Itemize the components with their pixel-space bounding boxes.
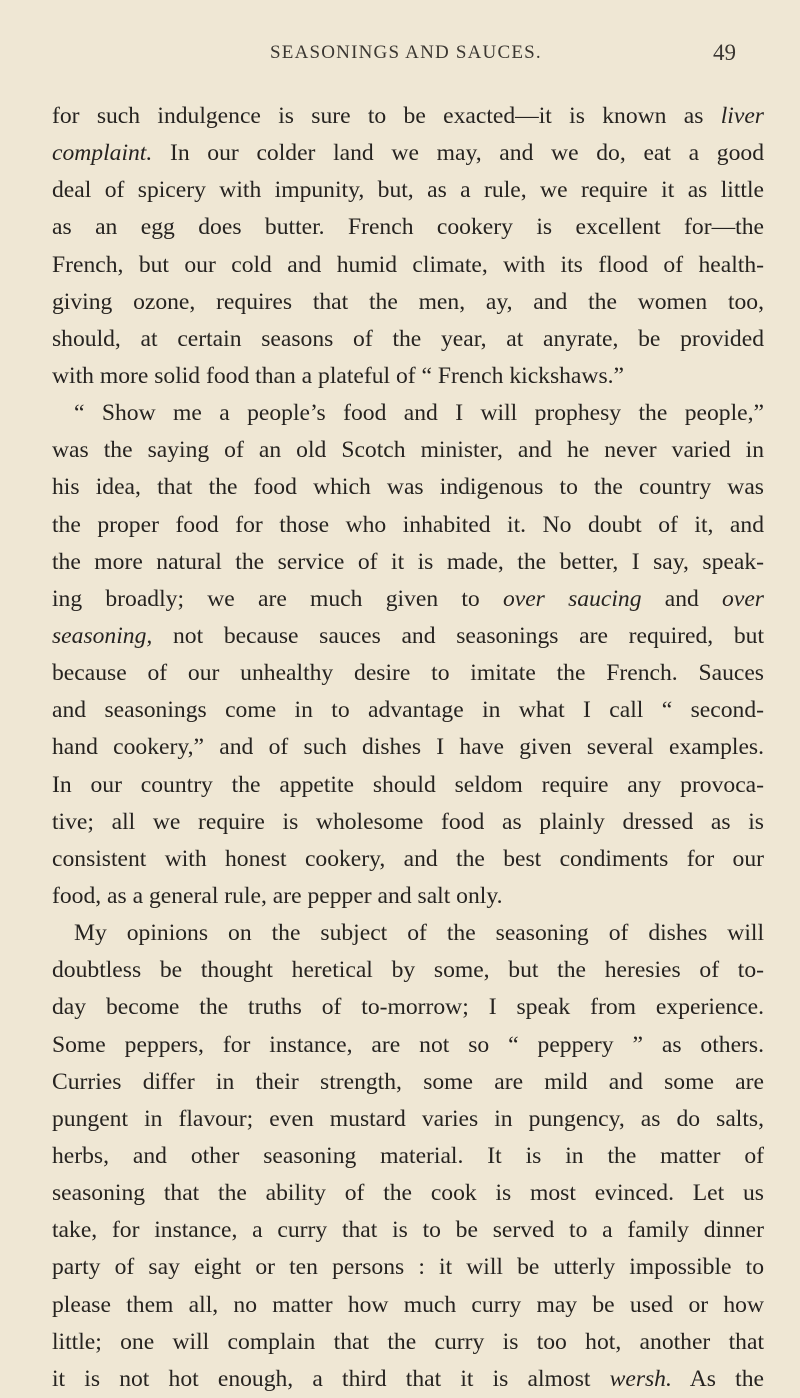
text-line: [52, 135, 764, 172]
text-segment: seasoning that the ability of the cook is most evinced. Let us: [52, 1180, 764, 1207]
text-segment: French, but our cold and humid climate, with its flood of health-: [52, 251, 764, 278]
text-line: [52, 1138, 764, 1175]
text-segment: In our country the appetite should seldom require any provoca-: [52, 771, 764, 798]
text-line: [52, 395, 764, 432]
text-segment: the proper food for those who inhabited it. No doubt of it, and: [52, 511, 764, 538]
text-line: [52, 878, 764, 915]
text-segment: and: [641, 585, 723, 612]
text-segment: and seasonings come in to advantage in what I call “ second-: [52, 697, 764, 724]
text-segment: as an egg does butter. French cookery is excellent for—the: [52, 214, 764, 241]
italic-phrase: over: [722, 585, 764, 612]
text-line: [52, 729, 764, 766]
text-line: [52, 1287, 764, 1324]
text-line: [52, 841, 764, 878]
text-segment: the more natural the service of it is made, the better, I say, speak-: [52, 548, 764, 575]
text-line: [52, 432, 764, 469]
text-line: [52, 1324, 764, 1361]
italic-phrase: over saucing: [502, 585, 642, 612]
text-segment: please them all, no matter how much curry may be used or how: [52, 1291, 764, 1318]
text-segment: As the: [671, 1365, 764, 1392]
text-line: [52, 247, 764, 284]
text-segment: with more solid food than a plateful of “ French kickshaws.”: [52, 362, 624, 389]
text-line: [52, 469, 764, 506]
text-line: [52, 507, 764, 544]
page-number: 49: [713, 40, 736, 65]
text-segment: should, at certain seasons of the year, at anyrate, be provided: [52, 325, 764, 352]
text-line: [52, 321, 764, 358]
text-segment: food, as a general rule, are pepper and salt only.: [52, 882, 503, 909]
text-segment: ing broadly; we are much given to: [52, 585, 503, 612]
text-line: [52, 692, 764, 729]
text-segment: consistent with honest cookery, and the best condiments for our: [52, 845, 764, 872]
text-segment: for such indulgence is sure to be exacted—it is known as: [52, 103, 721, 129]
text-line: [52, 1064, 764, 1101]
text-line: [52, 1249, 764, 1286]
text-segment: was the saying of an old Scotch minister, and he never varied in: [52, 437, 764, 464]
text-line: [52, 284, 764, 321]
text-line: [52, 989, 764, 1026]
text-segment: day become the truths of to-morrow; I speak from experience.: [52, 994, 764, 1021]
italic-phrase: seasoning,: [52, 622, 153, 649]
text-line: [52, 98, 764, 135]
text-segment: little; one will complain that the curry is too hot, another that: [52, 1328, 764, 1355]
text-line: [52, 1027, 764, 1064]
text-line: [52, 1101, 764, 1138]
text-segment: because of our unhealthy desire to imitate the French. Sauces: [52, 660, 764, 687]
running-head: [0, 42, 800, 72]
italic-phrase: liver: [720, 103, 764, 129]
text-segment: his idea, that the food which was indigenous to the country was: [52, 474, 764, 501]
text-segment: herbs, and other seasoning material. It is in the matter of: [52, 1142, 764, 1169]
text-segment: pungent in flavour; even mustard varies in pungency, as do salts,: [52, 1105, 764, 1132]
text-segment: doubtless be thought heretical by some, but the heresies of to-: [52, 957, 764, 984]
text-line: [52, 767, 764, 804]
text-segment: deal of spicery with impunity, but, as a rule, we require it as little: [52, 177, 764, 204]
text-line: [52, 172, 764, 209]
text-segment: it is not hot enough, a third that it is almost: [52, 1365, 610, 1392]
text-line: [52, 581, 764, 618]
text-segment: giving ozone, requires that the men, ay, and the women too,: [52, 288, 764, 315]
running-head-title: SEASONINGS AND SAUCES.: [270, 42, 542, 63]
text-line: [52, 209, 764, 246]
text-line: [52, 1175, 764, 1212]
body-text: [52, 98, 764, 1398]
text-line: [52, 655, 764, 692]
text-line: [52, 915, 764, 952]
text-segment: My opinions on the subject of the seasoning of dishes will: [74, 920, 764, 947]
text-line: [52, 358, 764, 395]
text-line: [52, 952, 764, 989]
text-segment: tive; all we require is wholesome food as plainly dressed as is: [52, 808, 764, 835]
text-segment: hand cookery,” and of such dishes I have given several examples.: [52, 734, 764, 761]
italic-phrase: wersh.: [609, 1365, 672, 1392]
text-line: [52, 804, 764, 841]
italic-phrase: complaint.: [52, 140, 153, 167]
text-line: [52, 1361, 764, 1398]
text-segment: Some peppers, for instance, are not so “ peppery ” as others.: [52, 1031, 764, 1058]
text-segment: take, for instance, a curry that is to be served to a family dinner: [52, 1217, 764, 1244]
text-line: [52, 544, 764, 581]
text-line: [52, 618, 764, 655]
text-segment: Curries differ in their strength, some are mild and some are: [52, 1068, 764, 1095]
text-segment: In our colder land we may, and we do, eat a good: [152, 140, 764, 167]
text-line: [52, 1212, 764, 1249]
text-segment: “ Show me a people’s food and I will prophesy the people,”: [74, 400, 764, 427]
text-segment: party of say eight or ten persons : it will be utterly impossible to: [52, 1254, 764, 1281]
text-segment: not because sauces and seasonings are required, but: [152, 622, 764, 649]
